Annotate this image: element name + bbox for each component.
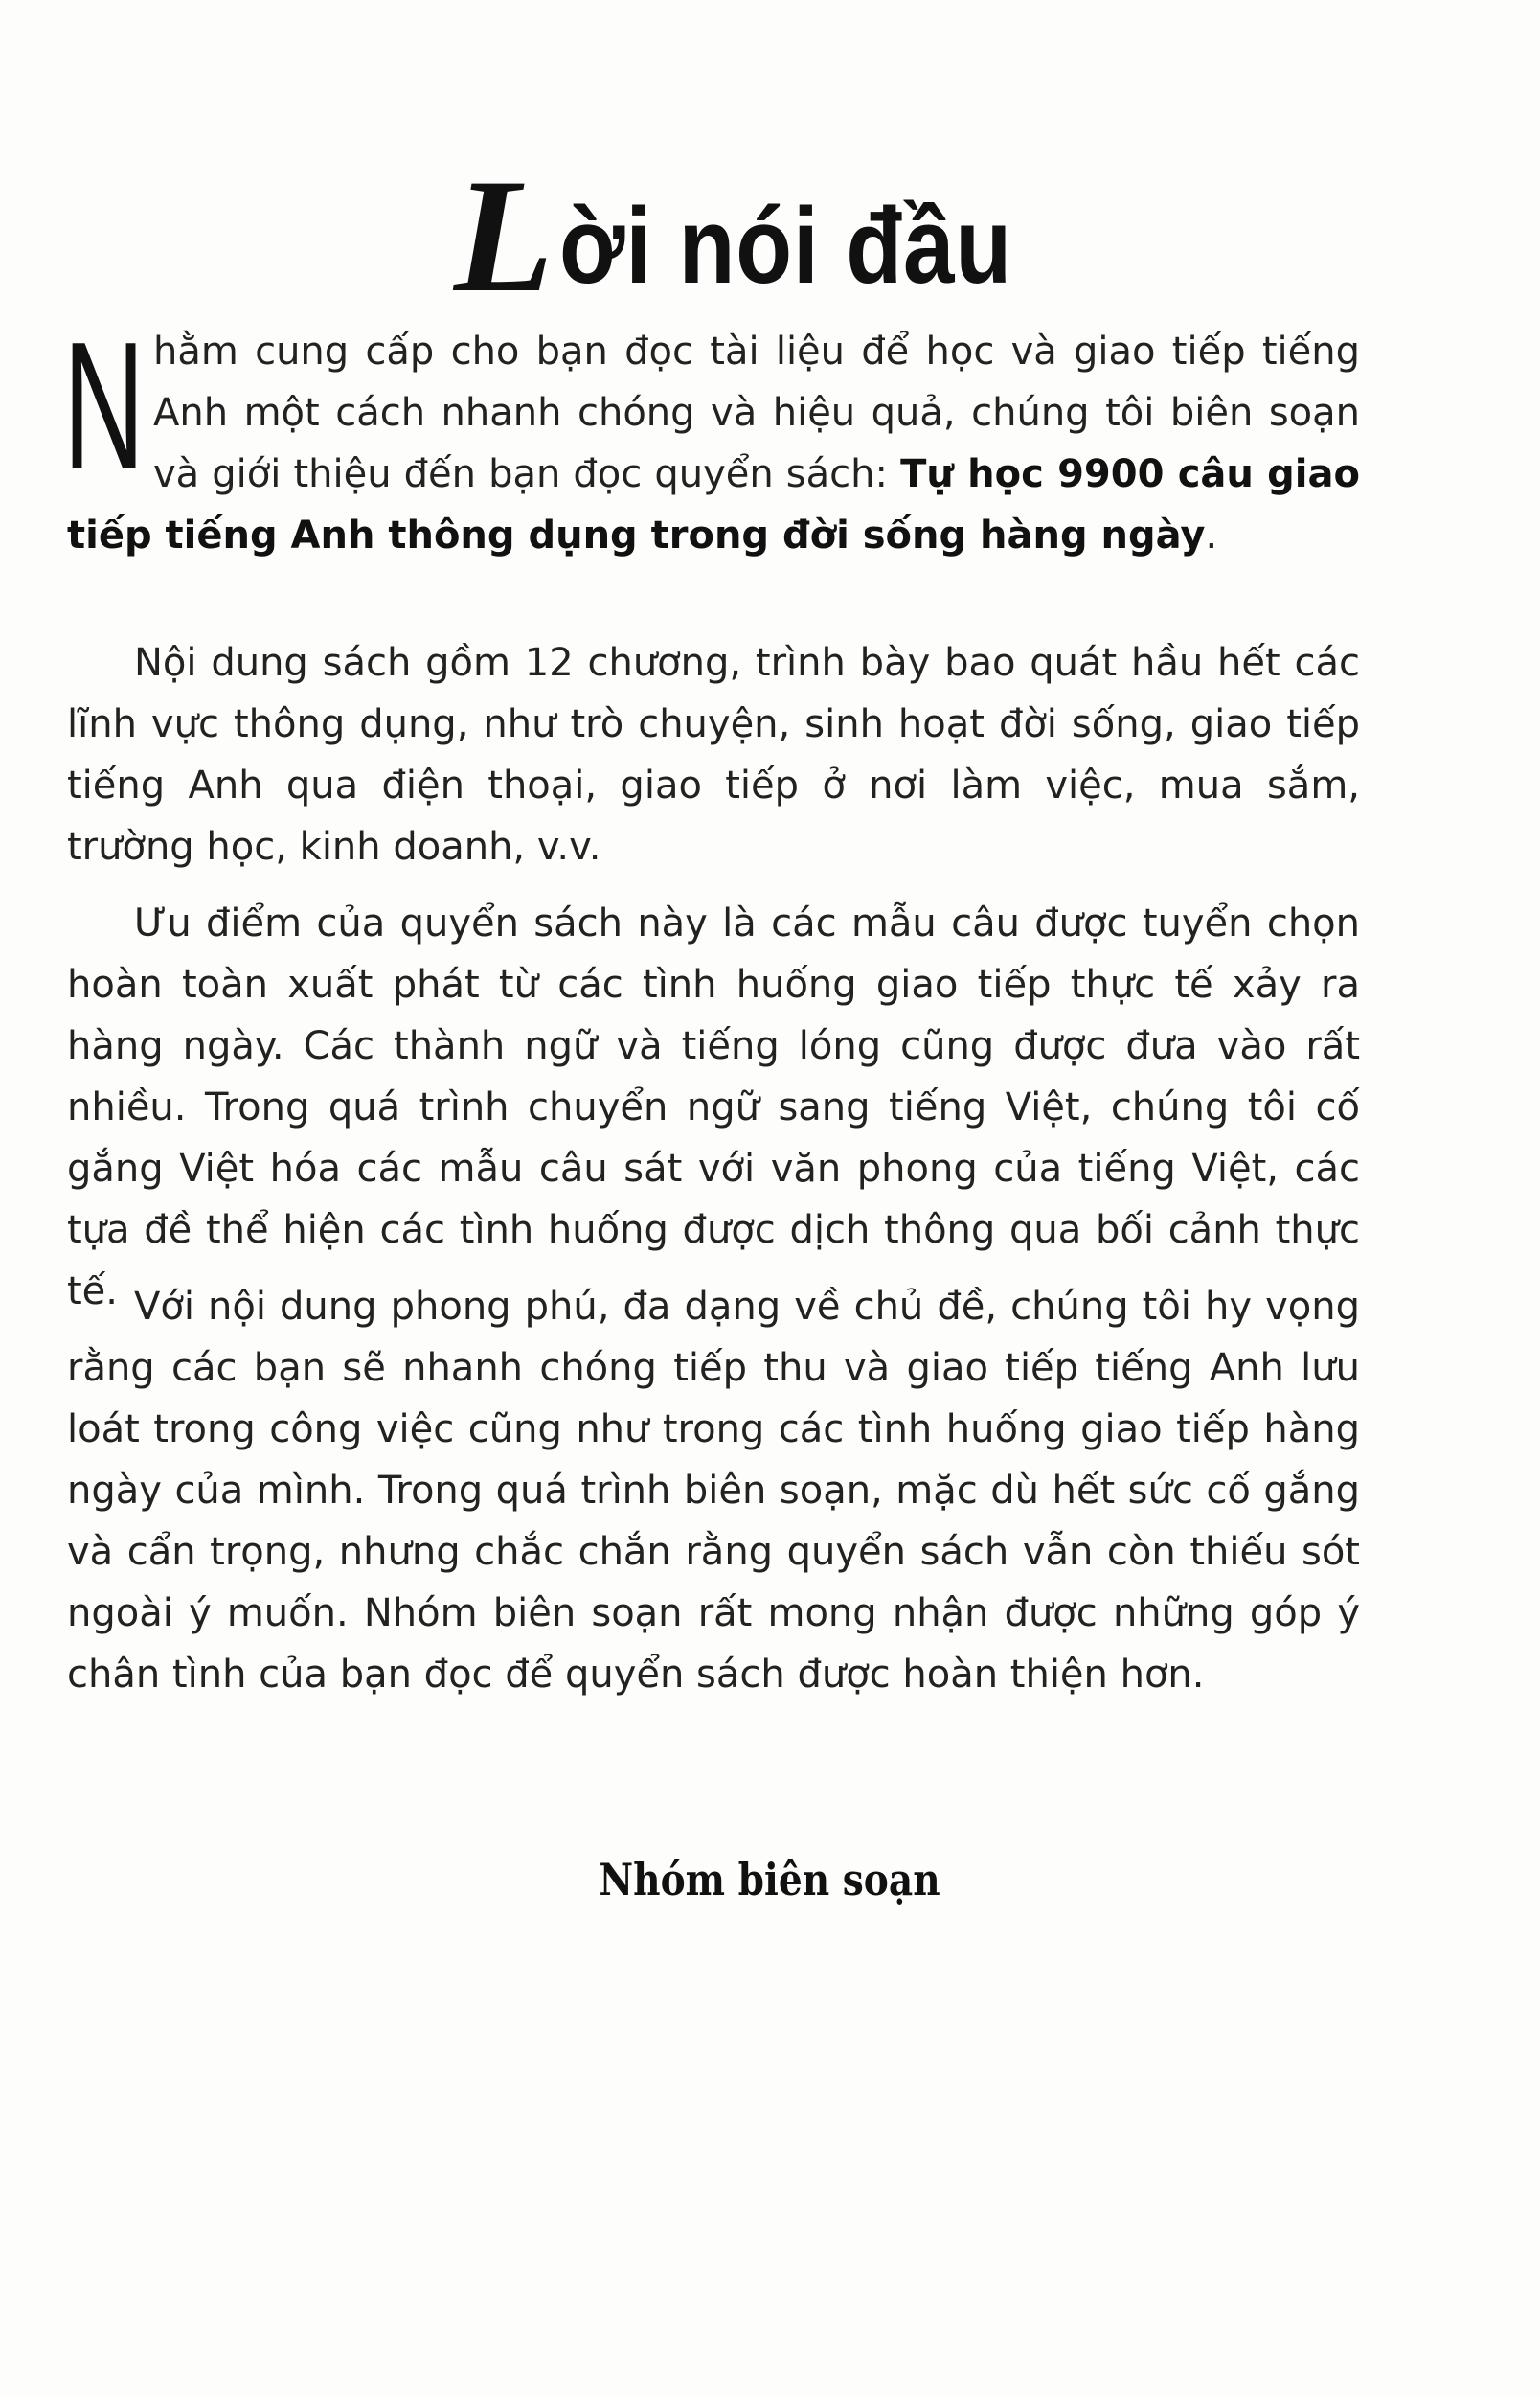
paragraph-advantages: Ưu điểm của quyển sách này là các mẫu câu được tuyển chọn hoàn toàn xuất phát từ các tình huống giao tiếp thực tế xảy ra hàng ngày. Các thành ngữ và tiếng lóng cũng được đưa vào rất nhiều. Trong quá trình chuyển ngữ sang tiếng Việt, chúng tôi cố gắng Việt hóa các mẫu câu sát với văn phong của tiếng Việt, các tựa đề thể hiện các tình huống được dịch thông qua bối cảnh thực tế.	[67, 901, 1360, 1313]
title-initial: L	[454, 146, 555, 327]
intro-text: hằm cung cấp cho bạn đọc tài liệu để học và giao tiếp tiếng Anh một cách nhanh chóng và hiệu quả, chúng tôi biên soạn và giới thiệu đến bạn đọc quyển sách:	[153, 330, 1360, 496]
title-text: ời nói đầu	[558, 186, 1012, 307]
drop-cap: N	[63, 305, 146, 508]
book-title: Tự học 9900 câu giao tiếp tiếng Anh thông dụng trong đời sống hàng ngày	[67, 452, 1360, 558]
intro-paragraph	[63, 305, 1360, 570]
page-title	[0, 143, 1540, 330]
paragraph-content: Nội dung sách gồm 12 chương, trình bày bao quát hầu hết các lĩnh vực thông dụng, như trò chuyện, sinh hoạt đời sống, giao tiếp tiếng Anh qua điện thoại, giao tiếp ở nơi làm việc, mua sắm, trường học, kinh doanh, v.v.	[67, 641, 1360, 869]
paragraph-closing: Với nội dung phong phú, đa dạng về chủ đề, chúng tôi hy vọng rằng các bạn sẽ nhanh chóng tiếp thu và giao tiếp tiếng Anh lưu loát trong công việc cũng như trong các tình huống giao tiếp hàng ngày của mình. Trong quá trình biên soạn, mặc dù hết sức cố gắng và cẩn trọng, nhưng chắc chắn rằng quyển sách vẫn còn thiếu sót ngoài ý muốn. Nhóm biên soạn rất mong nhận được những góp ý chân tình của bạn đọc để quyển sách được hoàn thiện hơn.	[67, 1285, 1360, 1697]
signature-text: Nhóm biên soạn	[599, 1854, 941, 1905]
signature	[0, 1854, 1540, 1905]
intro-end: .	[1205, 513, 1218, 558]
